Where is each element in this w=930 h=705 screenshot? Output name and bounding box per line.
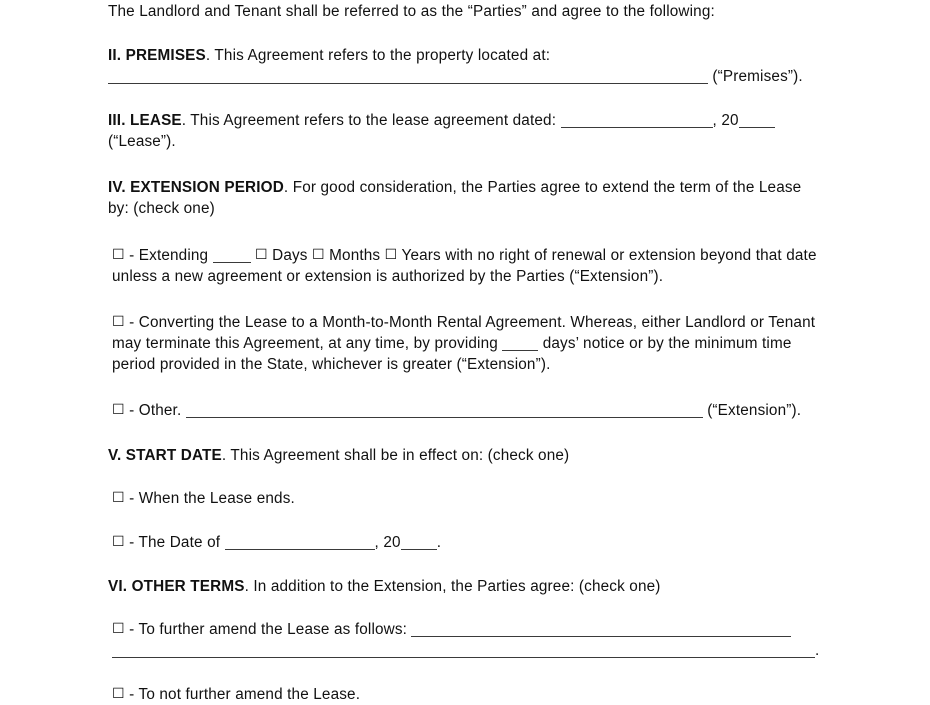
- dash-no-amend: -: [129, 686, 135, 703]
- start-date-blank[interactable]: [225, 536, 375, 550]
- premises-address-blank[interactable]: [108, 70, 708, 84]
- unit-years-label: Years: [401, 247, 441, 264]
- checkbox-months-icon[interactable]: ☐: [312, 246, 325, 262]
- other-extension-blank[interactable]: [186, 404, 703, 418]
- lease-trailing: (“Lease”).: [108, 133, 176, 150]
- date-of-label: The Date of: [138, 534, 221, 551]
- extending-amount-blank[interactable]: [213, 249, 251, 263]
- dash-date-of: -: [129, 534, 135, 551]
- lease-body: . This Agreement refers to the lease agreement dated:: [181, 112, 557, 129]
- lease-ends-label: When the Lease ends.: [138, 490, 295, 507]
- start-date-body: . This Agreement shall be in effect on: (check one): [221, 447, 570, 464]
- dash-lease-ends: -: [129, 490, 135, 507]
- other-terms-heading: VI. OTHER TERMS: [108, 578, 245, 595]
- unit-days-label: Days: [272, 247, 308, 264]
- start-option-date-of: [108, 532, 820, 553]
- converting-label: Converting the Lease to a Month-to-Month Rental Agreement. Whereas, either Landlord or Tenant may terminate this Agreement, at any time, by providing: [112, 314, 816, 352]
- extension-option-other: [108, 400, 820, 421]
- premises-trailing: (“Premises”).: [712, 68, 803, 85]
- section-extension-period: [108, 177, 820, 219]
- converting-notice-days-blank[interactable]: [502, 337, 538, 351]
- extending-label: Extending: [138, 247, 209, 264]
- lease-heading: III. LEASE: [108, 112, 182, 129]
- dash-extending: -: [129, 247, 135, 264]
- extension-period-body: . For good consideration, the Parties agree to extend the term of the Lease by: (check one): [108, 179, 802, 217]
- extension-option-converting: [108, 312, 820, 375]
- lease-date-blank[interactable]: [561, 114, 713, 128]
- converting-tail: days’ notice or by the minimum time period provided in the State, whichever is greater (“Extension”).: [112, 335, 792, 373]
- checkbox-date-of-icon[interactable]: ☐: [112, 533, 125, 549]
- extension-option-extending: [108, 245, 820, 287]
- amend-trailing: .: [815, 642, 820, 659]
- section-other-terms: [108, 576, 820, 597]
- lease-year-blank[interactable]: [739, 114, 775, 128]
- other-terms-option-amend: [108, 619, 820, 661]
- start-option-lease-ends: [108, 488, 820, 509]
- checkbox-other-icon[interactable]: ☐: [112, 401, 125, 417]
- premises-body: . This Agreement refers to the property located at:: [205, 47, 551, 64]
- premises-heading: II. PREMISES: [108, 47, 206, 64]
- other-trailing: (“Extension”).: [707, 402, 802, 419]
- intro-text: The Landlord and Tenant shall be referred to as the “Parties” and agree to the following:: [108, 3, 715, 20]
- section-premises: [108, 45, 820, 87]
- checkbox-lease-ends-icon[interactable]: ☐: [112, 489, 125, 505]
- start-year-prefix: , 20: [374, 534, 401, 551]
- dash-other: -: [129, 402, 135, 419]
- start-date-trailing: .: [436, 534, 442, 551]
- dash-amend: -: [129, 621, 135, 638]
- amend-blank-line-2[interactable]: [112, 644, 815, 658]
- section-start-date: [108, 445, 820, 466]
- amend-label: To further amend the Lease as follows:: [138, 621, 408, 638]
- start-year-blank[interactable]: [401, 536, 437, 550]
- checkbox-years-icon[interactable]: ☐: [384, 246, 398, 262]
- dash-converting: -: [129, 314, 135, 331]
- checkbox-days-icon[interactable]: ☐: [255, 246, 268, 262]
- extension-period-heading: IV. EXTENSION PERIOD: [108, 179, 284, 196]
- lease-year-prefix: , 20: [712, 112, 739, 129]
- no-amend-label: To not further amend the Lease.: [138, 686, 361, 703]
- other-label: Other.: [138, 402, 182, 419]
- checkbox-no-amend-icon[interactable]: ☐: [112, 685, 125, 701]
- checkbox-amend-icon[interactable]: ☐: [112, 620, 125, 636]
- intro-paragraph: [108, 0, 820, 22]
- extending-tail: with no right of renewal or extension beyond that date unless a new agreement or extension is authorized by the Parties (“Extension”).: [112, 247, 817, 285]
- other-terms-option-no-amend: [108, 684, 820, 705]
- unit-months-label: Months: [329, 247, 381, 264]
- amend-blank-line-1[interactable]: [411, 623, 791, 637]
- start-date-heading: V. START DATE: [108, 447, 222, 464]
- checkbox-converting-icon[interactable]: ☐: [112, 313, 125, 329]
- checkbox-extending-icon[interactable]: ☐: [112, 246, 125, 262]
- section-lease: [108, 110, 820, 152]
- other-terms-body: . In addition to the Extension, the Parties agree: (check one): [244, 578, 661, 595]
